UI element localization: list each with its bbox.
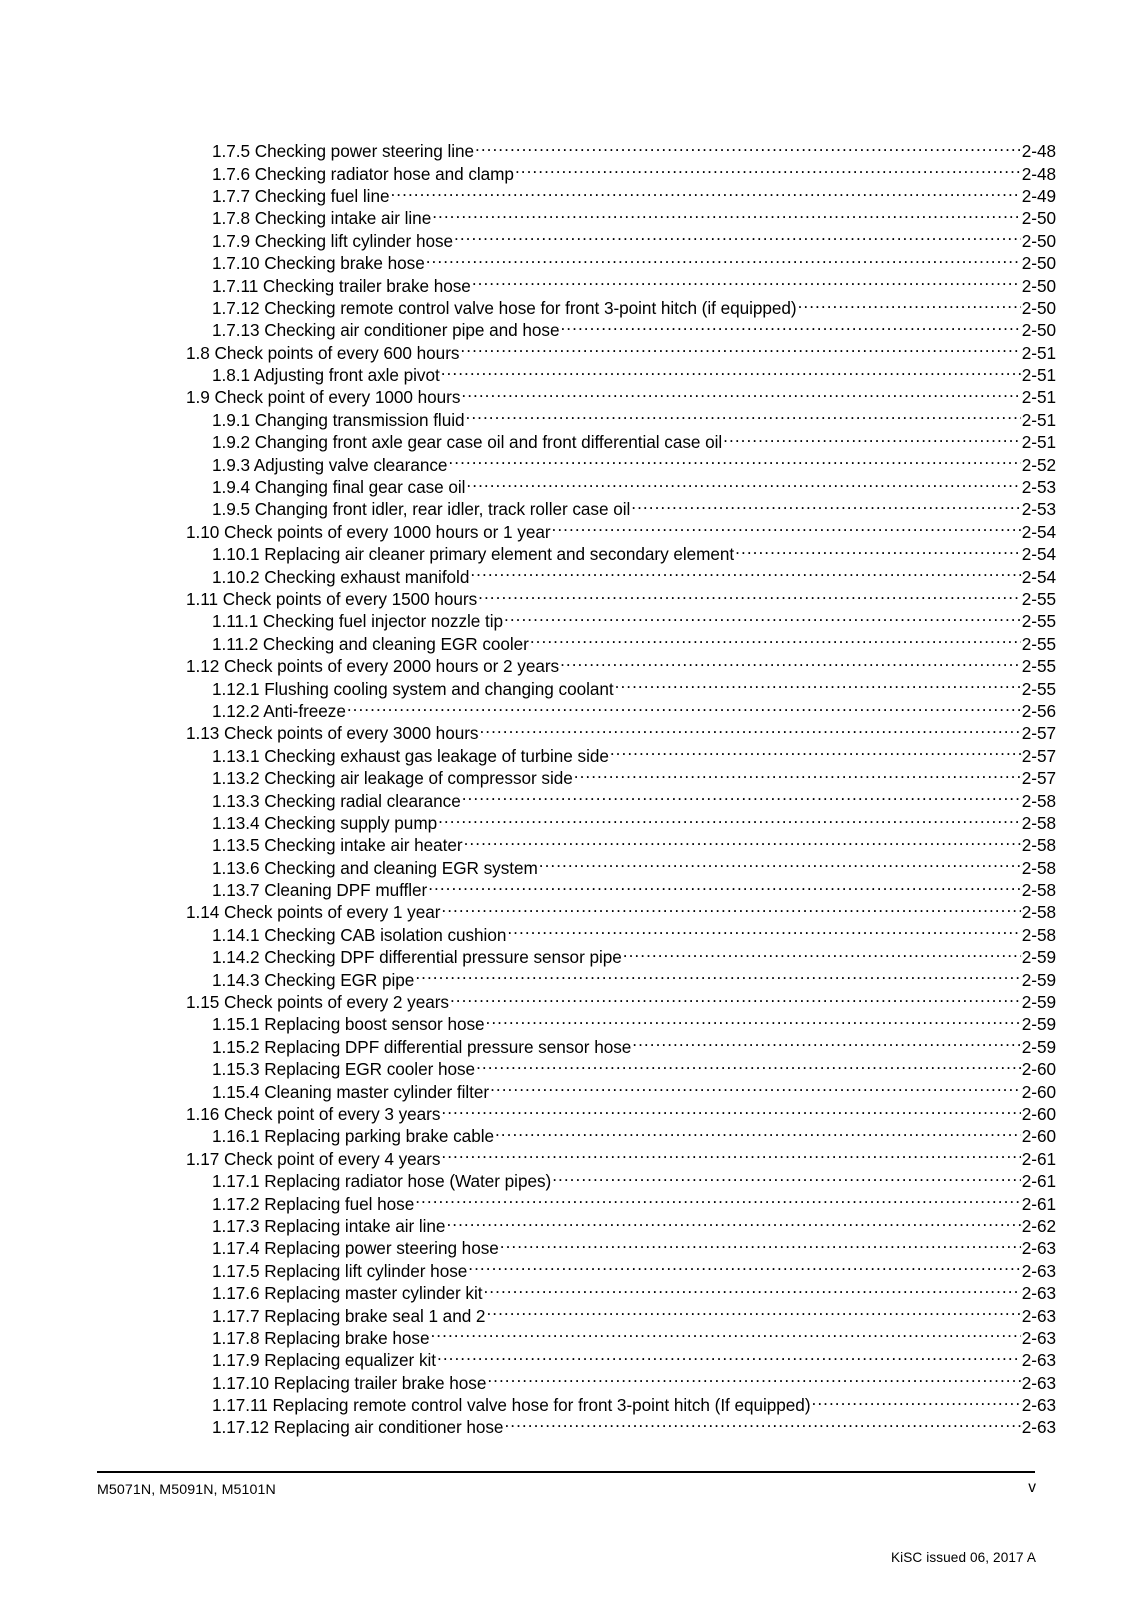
toc-entry-title: 1.10.2 Checking exhaust manifold: [212, 566, 470, 587]
toc-entry-page: 2-53: [1021, 499, 1056, 520]
toc-entry-title: 1.15.2 Replacing DPF differential pressure sensor hose: [212, 1036, 632, 1057]
toc-entry[interactable]: [186, 1170, 1056, 1192]
toc-leader-dots: [623, 946, 1021, 963]
toc-entry-title: 1.17.4 Replacing power steering hose: [212, 1238, 499, 1259]
toc-entry-title: 1.15.3 Replacing EGR cooler hose: [212, 1059, 476, 1080]
toc-leader-dots: [472, 274, 1021, 291]
toc-entry-title: 1.7.10 Checking brake hose: [212, 253, 425, 274]
toc-entry[interactable]: [186, 431, 1056, 453]
toc-leader-dots: [504, 1416, 1020, 1433]
footer-model-numbers: M5071N, M5091N, M5101N: [97, 1482, 276, 1498]
toc-leader-dots: [478, 588, 1021, 605]
toc-entry-title: 1.14.1 Checking CAB isolation cushion: [212, 924, 507, 945]
toc-entry-page: 2-60: [1021, 1126, 1056, 1147]
toc-entry-page: 2-63: [1021, 1283, 1056, 1304]
toc-entry-title: 1.7.12 Checking remote control valve hose for front 3-point hitch (if equipped): [212, 297, 797, 318]
toc-entry[interactable]: [186, 1058, 1056, 1080]
toc-leader-dots: [428, 879, 1021, 896]
toc-entry-page: 2-58: [1021, 790, 1056, 811]
toc-entry-page: 2-52: [1021, 454, 1056, 475]
toc-entry-page: 2-50: [1021, 230, 1056, 251]
toc-entry-page: 2-56: [1021, 700, 1056, 721]
toc-leader-dots: [466, 476, 1020, 493]
toc-entry-page: 2-48: [1021, 163, 1056, 184]
toc-leader-dots: [441, 364, 1021, 381]
toc-leader-dots: [441, 901, 1020, 918]
toc-entry[interactable]: [186, 1125, 1056, 1147]
toc-entry-title: 1.7.8 Checking intake air line: [212, 208, 432, 229]
toc-leader-dots: [448, 453, 1020, 470]
toc-entry-title: 1.14 Check points of every 1 year: [186, 902, 441, 923]
toc-entry-page: 2-49: [1021, 185, 1056, 206]
toc-leader-dots: [798, 297, 1021, 314]
toc-entry-page: 2-63: [1021, 1327, 1056, 1348]
toc-leader-dots: [466, 409, 1021, 426]
toc-entry[interactable]: [186, 857, 1056, 879]
toc-entry[interactable]: [186, 252, 1056, 274]
toc-entry-title: 1.17.5 Replacing lift cylinder hose: [212, 1260, 468, 1281]
toc-leader-dots: [483, 1282, 1020, 1299]
toc-leader-dots: [490, 1080, 1021, 1097]
toc-entry-page: 2-59: [1021, 1036, 1056, 1057]
toc-entry-title: 1.17.1 Replacing radiator hose (Water pipes): [212, 1171, 552, 1192]
toc-entry-title: 1.13.5 Checking intake air heater: [212, 835, 463, 856]
toc-entry[interactable]: [186, 1304, 1056, 1326]
toc-entry-page: 2-51: [1021, 365, 1056, 386]
toc-leader-dots: [476, 1058, 1021, 1075]
toc-entry-title: 1.13 Check points of every 3000 hours: [186, 723, 479, 744]
toc-entry-title: 1.12 Check points of every 2000 hours or 2 years: [186, 656, 560, 677]
toc-entry-title: 1.13.2 Checking air leakage of compressor side: [212, 768, 573, 789]
toc-entry-title: 1.11.1 Checking fuel injector nozzle tip: [212, 611, 503, 632]
toc-entry-page: 2-63: [1021, 1372, 1056, 1393]
toc-entry[interactable]: [186, 453, 1056, 475]
toc-entry[interactable]: [186, 1282, 1056, 1304]
toc-entry-title: 1.7.13 Checking air conditioner pipe and hose: [212, 320, 560, 341]
table-of-contents: [186, 140, 1056, 1439]
toc-entry[interactable]: [186, 230, 1056, 252]
toc-entry[interactable]: [186, 834, 1056, 856]
toc-entry-page: 2-50: [1021, 253, 1056, 274]
toc-entry-title: 1.16 Check point of every 3 years: [186, 1103, 441, 1124]
toc-entry-page: 2-51: [1021, 387, 1056, 408]
toc-leader-dots: [560, 655, 1021, 672]
toc-entry[interactable]: [186, 185, 1056, 207]
toc-entry-page: 2-60: [1021, 1059, 1056, 1080]
toc-entry[interactable]: [186, 901, 1056, 923]
toc-entry-page: 2-59: [1021, 1014, 1056, 1035]
toc-leader-dots: [462, 789, 1021, 806]
toc-leader-dots: [390, 185, 1020, 202]
toc-leader-dots: [486, 1304, 1020, 1321]
toc-leader-dots: [560, 319, 1020, 336]
toc-entry-page: 2-50: [1021, 208, 1056, 229]
toc-leader-dots: [446, 1215, 1020, 1232]
toc-entry[interactable]: [186, 924, 1056, 946]
toc-entry[interactable]: [186, 789, 1056, 811]
toc-entry[interactable]: [186, 207, 1056, 229]
toc-entry-page: 2-55: [1021, 611, 1056, 632]
toc-entry-page: 2-61: [1021, 1171, 1056, 1192]
toc-entry[interactable]: [186, 767, 1056, 789]
toc-entry[interactable]: [186, 1237, 1056, 1259]
toc-entry[interactable]: [186, 610, 1056, 632]
toc-entry-title: 1.12.2 Anti-freeze: [212, 700, 346, 721]
toc-entry-title: 1.7.7 Checking fuel line: [212, 185, 390, 206]
toc-entry[interactable]: [186, 1327, 1056, 1349]
toc-leader-dots: [450, 991, 1021, 1008]
toc-entry-title: 1.13.6 Checking and cleaning EGR system: [212, 857, 538, 878]
toc-entry-page: 2-60: [1021, 1103, 1056, 1124]
toc-entry-page: 2-55: [1021, 633, 1056, 654]
toc-leader-dots: [468, 1260, 1021, 1277]
toc-entry-page: 2-55: [1021, 589, 1056, 609]
toc-entry[interactable]: [186, 1349, 1056, 1371]
toc-entry-title: 1.13.4 Checking supply pump: [212, 812, 438, 833]
toc-entry-page: 2-50: [1021, 275, 1056, 296]
toc-leader-dots: [426, 252, 1021, 269]
toc-leader-dots: [539, 857, 1021, 874]
toc-entry-page: 2-63: [1021, 1260, 1056, 1281]
toc-leader-dots: [515, 162, 1021, 179]
toc-entry[interactable]: [186, 1013, 1056, 1035]
toc-entry-title: 1.14.3 Checking EGR pipe: [212, 969, 415, 990]
footer-page-number: v: [1028, 1479, 1036, 1496]
toc-entry-title: 1.7.6 Checking radiator hose and clamp: [212, 163, 514, 184]
toc-leader-dots: [438, 812, 1021, 829]
toc-leader-dots: [430, 1327, 1020, 1344]
toc-leader-dots: [347, 700, 1021, 717]
toc-entry-title: 1.9 Check point of every 1000 hours: [186, 387, 461, 408]
toc-entry-page: 2-62: [1021, 1215, 1056, 1236]
toc-entry[interactable]: [186, 297, 1056, 319]
toc-entry[interactable]: [186, 588, 1056, 610]
toc-leader-dots: [723, 431, 1021, 448]
toc-leader-dots: [460, 342, 1020, 359]
toc-entry[interactable]: [186, 274, 1056, 296]
toc-leader-dots: [615, 677, 1021, 694]
toc-leader-dots: [735, 543, 1021, 560]
toc-entry[interactable]: [186, 543, 1056, 565]
toc-entry-title: 1.13.1 Checking exhaust gas leakage of turbine side: [212, 745, 609, 766]
toc-entry[interactable]: [186, 364, 1056, 386]
toc-entry-title: 1.17.10 Replacing trailer brake hose: [212, 1372, 487, 1393]
toc-leader-dots: [464, 834, 1021, 851]
toc-entry-page: 2-63: [1021, 1305, 1056, 1326]
toc-entry-title: 1.7.11 Checking trailer brake hose: [212, 275, 471, 296]
toc-entry-page: 2-54: [1021, 566, 1056, 587]
toc-entry-page: 2-63: [1021, 1350, 1056, 1371]
footer-issued-note: KiSC issued 06, 2017 A: [890, 1550, 1036, 1565]
toc-entry-title: 1.9.1 Changing transmission fluid: [212, 409, 465, 430]
toc-entry[interactable]: [186, 1103, 1056, 1125]
toc-entry-title: 1.8.1 Adjusting front axle pivot: [212, 365, 440, 386]
toc-leader-dots: [631, 498, 1021, 515]
toc-entry[interactable]: [186, 565, 1056, 587]
toc-entry[interactable]: [186, 991, 1056, 1013]
toc-entry-page: 2-54: [1021, 521, 1056, 542]
toc-entry-title: 1.13.7 Cleaning DPF muffler: [212, 880, 428, 901]
toc-entry-page: 2-55: [1021, 656, 1056, 677]
toc-leader-dots: [530, 633, 1021, 650]
toc-entry-title: 1.7.9 Checking lift cylinder hose: [212, 230, 454, 251]
toc-leader-dots: [500, 1237, 1021, 1254]
toc-entry-page: 2-57: [1021, 723, 1056, 744]
toc-leader-dots: [552, 1170, 1021, 1187]
toc-entry-page: 2-63: [1021, 1238, 1056, 1259]
toc-entry-title: 1.15.1 Replacing boost sensor hose: [212, 1014, 485, 1035]
toc-leader-dots: [812, 1394, 1021, 1411]
toc-entry-title: 1.10.1 Replacing air cleaner primary element and secondary element: [212, 544, 735, 565]
toc-entry[interactable]: [186, 879, 1056, 901]
toc-entry-page: 2-51: [1021, 342, 1056, 363]
toc-entry[interactable]: [186, 745, 1056, 767]
toc-entry-title: 1.12.1 Flushing cooling system and changing coolant: [212, 678, 614, 699]
toc-entry-title: 1.13.3 Checking radial clearance: [212, 790, 461, 811]
toc-entry-page: 2-57: [1021, 768, 1056, 789]
toc-entry-page: 2-57: [1021, 745, 1056, 766]
toc-entry-title: 1.9.5 Changing front idler, rear idler, track roller case oil: [212, 499, 631, 520]
toc-entry-page: 2-51: [1021, 432, 1056, 453]
toc-entry-page: 2-55: [1021, 678, 1056, 699]
toc-entry-title: 1.15 Check points of every 2 years: [186, 992, 449, 1013]
toc-entry[interactable]: [186, 342, 1056, 364]
toc-leader-dots: [441, 1103, 1020, 1120]
toc-entry-title: 1.15.4 Cleaning master cylinder filter: [212, 1081, 490, 1102]
toc-entry-title: 1.8 Check points of every 600 hours: [186, 342, 460, 363]
toc-entry-title: 1.17.3 Replacing intake air line: [212, 1215, 446, 1236]
toc-leader-dots: [432, 207, 1021, 224]
toc-entry[interactable]: [186, 386, 1056, 408]
toc-entry[interactable]: [186, 1080, 1056, 1102]
toc-entry-page: 2-50: [1021, 297, 1056, 318]
toc-entry[interactable]: [186, 409, 1056, 431]
toc-entry[interactable]: [186, 140, 1056, 162]
toc-leader-dots: [454, 230, 1021, 247]
toc-entry-title: 1.17.6 Replacing master cylinder kit: [212, 1283, 483, 1304]
toc-entry-page: 2-58: [1021, 835, 1056, 856]
toc-entry-page: 2-58: [1021, 924, 1056, 945]
toc-leader-dots: [552, 521, 1021, 538]
toc-entry[interactable]: [186, 700, 1056, 722]
toc-leader-dots: [415, 968, 1020, 985]
toc-leader-dots: [486, 1013, 1021, 1030]
toc-leader-dots: [479, 722, 1020, 739]
toc-entry-title: 1.17.11 Replacing remote control valve hose for front 3-point hitch (If equipped): [212, 1395, 811, 1416]
toc-entry-title: 1.7.5 Checking power steering line: [212, 141, 474, 162]
toc-entry[interactable]: [186, 1260, 1056, 1282]
toc-entry-page: 2-59: [1021, 969, 1056, 990]
toc-entry-page: 2-59: [1021, 992, 1056, 1013]
toc-entry-page: 2-58: [1021, 902, 1056, 923]
toc-entry[interactable]: [186, 677, 1056, 699]
toc-leader-dots: [415, 1192, 1021, 1209]
toc-leader-dots: [470, 565, 1020, 582]
toc-entry[interactable]: [186, 722, 1056, 744]
toc-entry-title: 1.17.2 Replacing fuel hose: [212, 1193, 415, 1214]
toc-entry[interactable]: [186, 498, 1056, 520]
toc-entry-title: 1.17.7 Replacing brake seal 1 and 2: [212, 1305, 486, 1326]
toc-entry-title: 1.11 Check points of every 1500 hours: [186, 589, 478, 609]
toc-entry[interactable]: [186, 633, 1056, 655]
toc-entry-title: 1.10 Check points of every 1000 hours or 1 year: [186, 521, 551, 542]
toc-entry-title: 1.9.3 Adjusting valve clearance: [212, 454, 448, 475]
toc-entry[interactable]: [186, 162, 1056, 184]
toc-entry-title: 1.11.2 Checking and cleaning EGR cooler: [212, 633, 529, 654]
toc-leader-dots: [441, 1148, 1020, 1165]
toc-entry-page: 2-54: [1021, 544, 1056, 565]
toc-entry[interactable]: [186, 1215, 1056, 1237]
toc-leader-dots: [610, 745, 1021, 762]
toc-entry[interactable]: [186, 1192, 1056, 1214]
toc-entry-page: 2-50: [1021, 320, 1056, 341]
toc-leader-dots: [475, 140, 1021, 157]
toc-leader-dots: [461, 386, 1020, 403]
toc-leader-dots: [437, 1349, 1021, 1366]
toc-entry-page: 2-63: [1021, 1417, 1056, 1438]
toc-entry-title: 1.9.2 Changing front axle gear case oil and front differential case oil: [212, 432, 723, 453]
toc-entry[interactable]: [186, 812, 1056, 834]
toc-entry-title: 1.17.9 Replacing equalizer kit: [212, 1350, 436, 1371]
toc-entry-page: 2-51: [1021, 409, 1056, 430]
footer-divider: [97, 1471, 1035, 1473]
toc-entry[interactable]: [186, 946, 1056, 968]
toc-entry-page: 2-61: [1021, 1193, 1056, 1214]
toc-entry-page: 2-58: [1021, 857, 1056, 878]
toc-entry[interactable]: [186, 521, 1056, 543]
toc-leader-dots: [495, 1125, 1021, 1142]
toc-entry-page: 2-58: [1021, 880, 1056, 901]
toc-leader-dots: [504, 610, 1021, 627]
toc-entry-page: 2-59: [1021, 947, 1056, 968]
toc-leader-dots: [507, 924, 1020, 941]
toc-leader-dots: [574, 767, 1021, 784]
toc-entry-page: 2-48: [1021, 141, 1056, 162]
toc-entry-page: 2-63: [1021, 1395, 1056, 1416]
toc-entry-title: 1.17 Check point of every 4 years: [186, 1148, 441, 1169]
toc-entry-title: 1.17.8 Replacing brake hose: [212, 1327, 430, 1348]
toc-entry-page: 2-53: [1021, 477, 1056, 498]
toc-entry[interactable]: [186, 1394, 1056, 1416]
toc-entry[interactable]: [186, 1148, 1056, 1170]
toc-entry[interactable]: [186, 1416, 1056, 1438]
toc-leader-dots: [632, 1036, 1021, 1053]
toc-entry-page: 2-61: [1021, 1148, 1056, 1169]
toc-entry-page: 2-60: [1021, 1081, 1056, 1102]
toc-entry[interactable]: [186, 1371, 1056, 1393]
toc-entry-title: 1.16.1 Replacing parking brake cable: [212, 1126, 494, 1147]
toc-entry[interactable]: [186, 1036, 1056, 1058]
toc-entry-title: 1.9.4 Changing final gear case oil: [212, 477, 466, 498]
toc-leader-dots: [487, 1371, 1020, 1388]
toc-entry-page: 2-58: [1021, 812, 1056, 833]
toc-entry[interactable]: [186, 319, 1056, 341]
toc-entry[interactable]: [186, 476, 1056, 498]
toc-entry[interactable]: [186, 655, 1056, 677]
toc-entry-title: 1.14.2 Checking DPF differential pressure sensor pipe: [212, 947, 622, 968]
toc-entry[interactable]: [186, 968, 1056, 990]
toc-entry-title: 1.17.12 Replacing air conditioner hose: [212, 1417, 504, 1438]
